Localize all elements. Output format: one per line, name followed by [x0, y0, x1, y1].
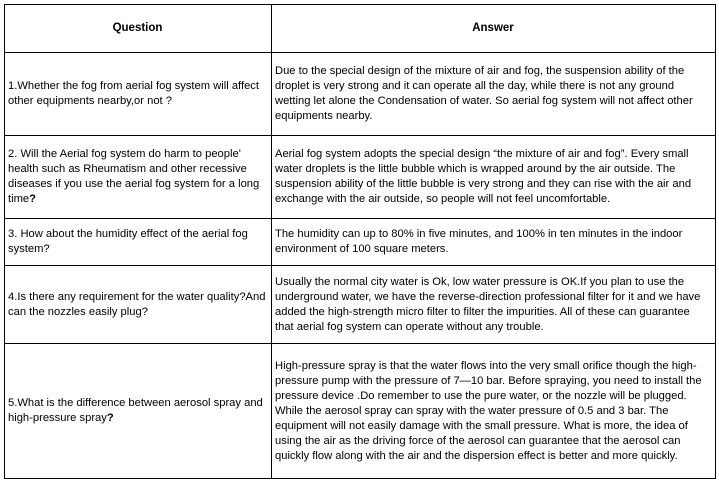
question-mark: ? [29, 193, 36, 205]
question-cell [5, 136, 272, 219]
question-cell [5, 53, 272, 136]
answer-cell: The humidity can up to 80% in five minutes, and 100% in ten minutes in the indoor environment of 100 square meters. [272, 219, 716, 266]
question-cell [5, 266, 272, 344]
answer-cell: Usually the normal city water is Ok, low water pressure is OK.If you plan to use the underground water, we have the reverse-direction professional filter for it and we have added the high-strength micro filter to filter the impurities. All of these can guarantee that aerial fog system can operate without any trouble. [272, 266, 716, 344]
question-header: Question [5, 5, 272, 53]
table-row [5, 53, 716, 136]
question-text: 5.What is the difference between aerosol spray and high-pressure spray [8, 397, 263, 424]
answer-header: Answer [272, 5, 716, 53]
question-mark: ? [106, 412, 114, 424]
table-row [5, 266, 716, 344]
table-row [5, 136, 716, 219]
question-text: 2. Will the Aerial fog system do harm to people' health such as Rheumatism and other recessive diseases if you use the aerial fog system for a long time [8, 148, 260, 205]
question-text: 4.Is there any requirement for the water quality?And can the nozzles easily plug? [8, 290, 266, 318]
answer-cell: Due to the special design of the mixture of air and fog, the suspension ability of the droplet is very strong and it can operate all the day, while there is not any ground wetting let alone the Condensation of water. So aerial fog system will not affect other equipments nearby. [272, 53, 716, 136]
header-row [5, 5, 716, 53]
answer-cell: Aerial fog system adopts the special design “the mixture of air and fog”. Every small water droplets is the little bubble which is wrapped around by the air outside. The suspension ability of the little bubble is very strong and they can rise with the air and exchange with the air outside, so people will not feel uncomfortable. [272, 136, 716, 219]
question-cell [5, 219, 272, 266]
question-text: 1.Whether the fog from aerial fog system will affect other equipments nearby,or not ? [8, 80, 259, 107]
table-row [5, 219, 716, 266]
question-cell [5, 344, 272, 479]
answer-cell: High-pressure spray is that the water flows into the very small orifice though the high-pressure pump with the pressure of 7—10 bar. Before spraying, you need to install the pressure device .Do remember to use the pure water, or the nozzle will be plugged. While the aerosol spray can spray with the water pressure of 0.5 and 3 bar. The equipment will not easily damage with the small pressure. What is more, the idea of using the air as the driving force of the aerosol can guarantee that the aerosol can quickly flow along with the air and the dispersion effect is better and more quickly. [272, 344, 716, 479]
question-text: 3. How about the humidity effect of the aerial fog system? [8, 228, 248, 255]
faq-table [4, 4, 716, 479]
table-row [5, 344, 716, 479]
